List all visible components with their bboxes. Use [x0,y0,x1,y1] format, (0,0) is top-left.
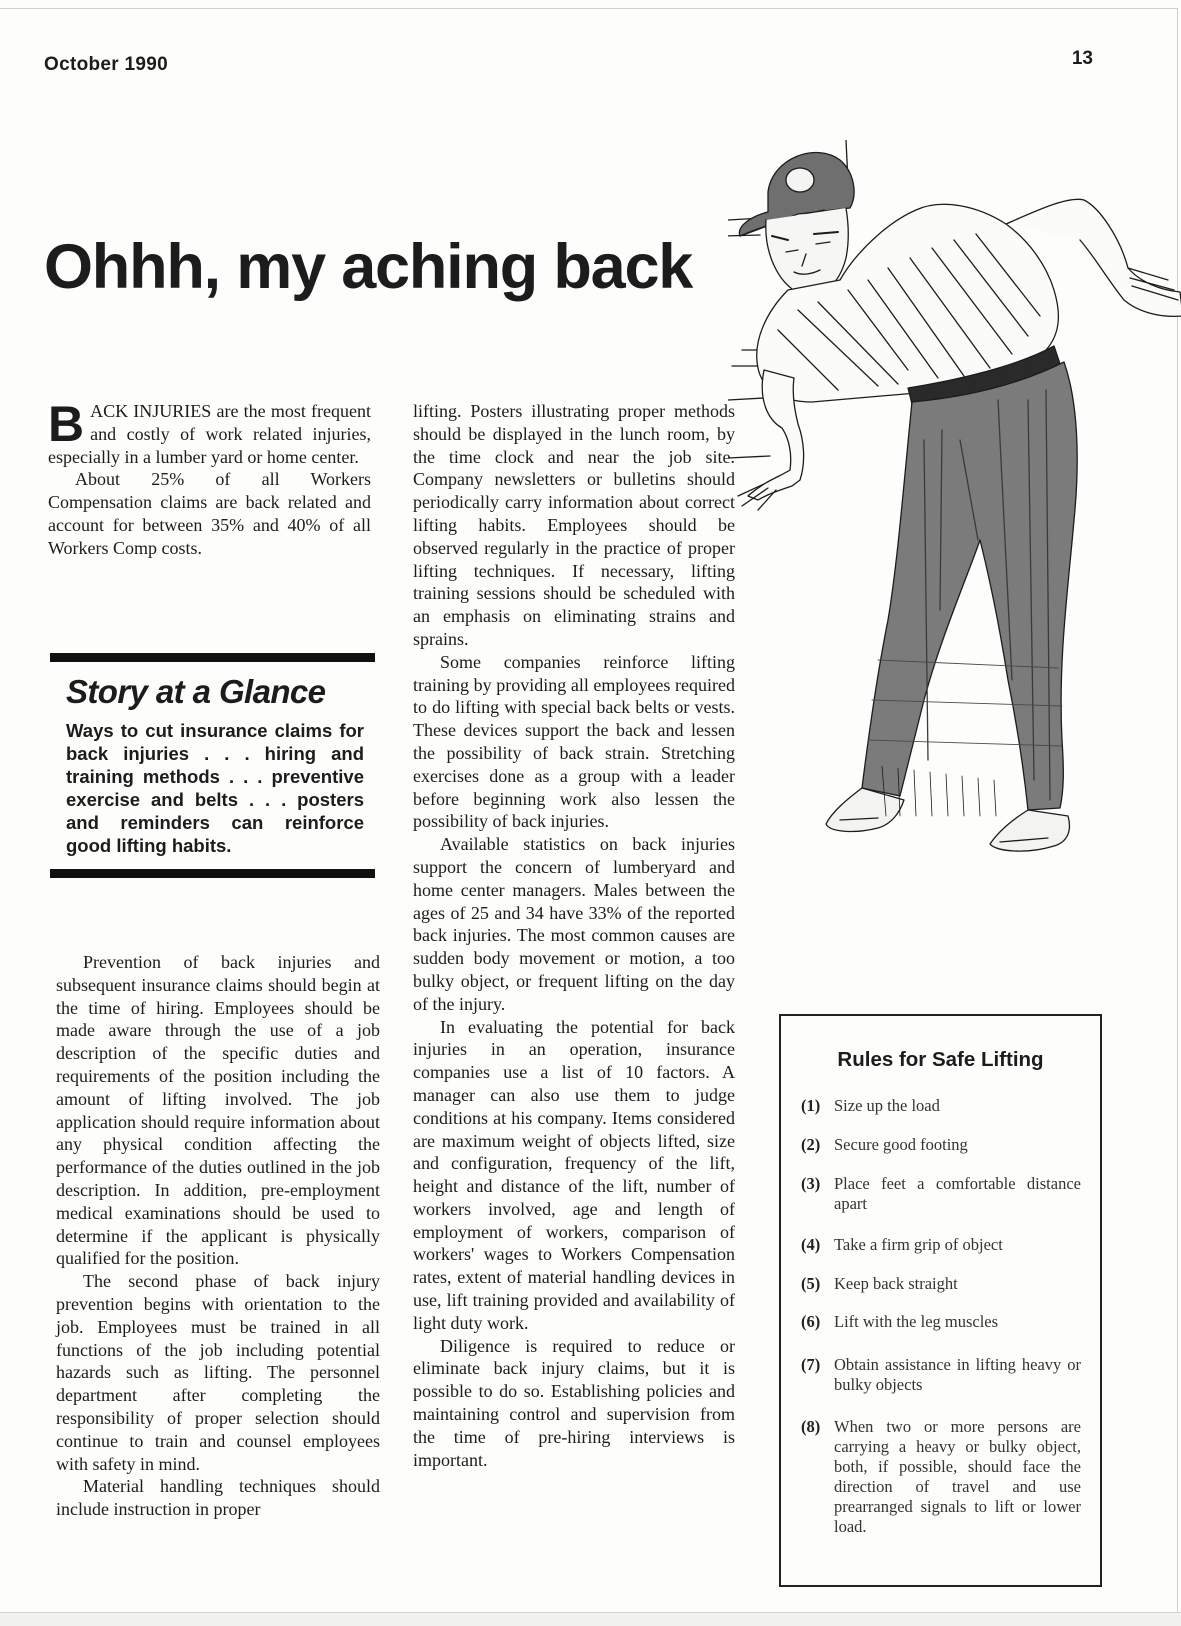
lead-column [48,396,371,560]
rule-text: Secure good footing [834,1135,968,1154]
column-2-body [413,400,735,1471]
issue-date: October 1990 [44,54,168,75]
rule-text: Place feet a comfortable distance apart [834,1174,1081,1213]
glance-title: Story at a Glance [66,673,326,710]
lead-paragraph [48,396,371,468]
rule-item [801,1274,1081,1294]
rules-title: Rules for Safe Lifting [837,1048,1044,1071]
rule-item [801,1096,1081,1116]
paragraph-statistics: Available statistics on back injuries support the concern of lumberyard and home center managers. Males between the ages of 25 and 34 have 33% of the reported back injuries. The most common causes are sudden body movement or motion, a too bulky object, or frequent lifting on the day of the injury. [413,834,735,1014]
column-1-body [56,951,380,1521]
paragraph-hiring: Prevention of back injuries and subsequent insurance claims should begin at the time of hiring. Employees should be made aware through the use of a job description of the specific duties and requirements of the position including the amount of lifting involved. The job application should require information about any physical condition affecting the performance of the duties outlined in the job description. In addition, pre-employment medical examinations should be used to determine if the applicant is physically qualified for the position. [56,952,380,1269]
glance-summary: Ways to cut insurance claims for back injuries . . . hiring and training methods . . . preventive exercise and belts . . . posters and reminders can reinforce good lifting habits. [66,720,364,856]
rule-text: When two or more persons are carrying a heavy or bulky object, both, if possible, should face the direction of travel and use prearranged signals to lift or lower load. [834,1417,1081,1536]
rule-item [801,1312,1081,1332]
rule-number: (3) [801,1174,821,1193]
rule-number: (5) [801,1274,821,1293]
glance-bottom-rule [50,869,375,878]
rule-text: Lift with the leg muscles [834,1312,999,1331]
paragraph-diligence: Diligence is required to reduce or eliminate back injury claims, but it is possible to do so. Establishing policies and maintaining control and supervision from the time of pre-hiring interviews is important. [413,1335,735,1470]
paragraph-material-handling: Material handling techniques should include instruction in proper [56,1476,380,1520]
page-number: 13 [1071,48,1093,69]
story-at-a-glance-box [50,653,375,878]
rule-item [801,1355,1081,1395]
glance-top-rule [50,653,375,662]
rule-item [801,1417,1081,1537]
lead-statistics-paragraph: About 25% of all Workers Compensation claims are back related and account for between 35% and 40% of all Workers Comp costs. [48,469,371,558]
rule-number: (4) [801,1235,821,1254]
page-bottom-edge [0,1612,1181,1626]
drop-cap: B [48,396,85,452]
worker-lifting-illustration [728,140,1181,880]
rule-text: Keep back straight [834,1274,958,1293]
rule-item [801,1174,1081,1214]
rule-number: (1) [801,1096,821,1115]
rule-text: Take a firm grip of object [834,1235,1003,1254]
paragraph-back-belts: Some companies reinforce lifting training by providing all employees required to do lifting with special back belts or vests. These devices support the back and lessen the possibility of back strain. Stretching exercises done as a group with a leader before beginning work also lessen the possibility of back injuries. [413,651,735,832]
lead-text: ACK INJURIES are the most frequent and costly of work related injuries, especially in a lumber yard or home center. [48,401,371,467]
paragraph-orientation: The second phase of back injury prevention begins with orientation to the job. Employees must be trained in all functions of the job including potential hazards such as lifting. The personnel department after completing the responsibility of proper selection should continue to train and counsel employees with safety in mind. [56,1271,380,1474]
paragraph-posters: lifting. Posters illustrating proper methods should be displayed in the lunch room, by the time clock and near the job site. Company newsletters or bulletins should periodically carry information about correct lifting habits. Employees should be observed regularly in the practice of proper lifting techniques. If necessary, lifting training sessions should be scheduled with an emphasis on eliminating strains and sprains. [413,401,735,649]
rule-number: (6) [801,1312,821,1331]
rule-item [801,1135,1081,1155]
rule-text: Size up the load [834,1096,940,1115]
rule-number: (2) [801,1135,821,1154]
paragraph-insurance-factors: In evaluating the potential for back injuries in an operation, insurance companies use a list of 10 factors. A manager can also use them to judge conditions at his company. Items considered are maximum weight of objects lifted, size and configuration, frequency of the lift, height and distance of the lift, number of workers involved, age and length of employment of workers, comparison of workers' wages to Workers Compensation rates, extent of material handling devices in use, lift training provided and availability of light duty work. [413,1016,735,1333]
rule-item [801,1235,1081,1255]
rule-number: (8) [801,1417,821,1436]
rule-text: Obtain assistance in lifting heavy or bulky objects [834,1355,1081,1394]
rule-number: (7) [801,1355,821,1374]
article-headline: Ohhh, my aching back [44,232,693,302]
rules-for-safe-lifting-box [779,1014,1102,1587]
